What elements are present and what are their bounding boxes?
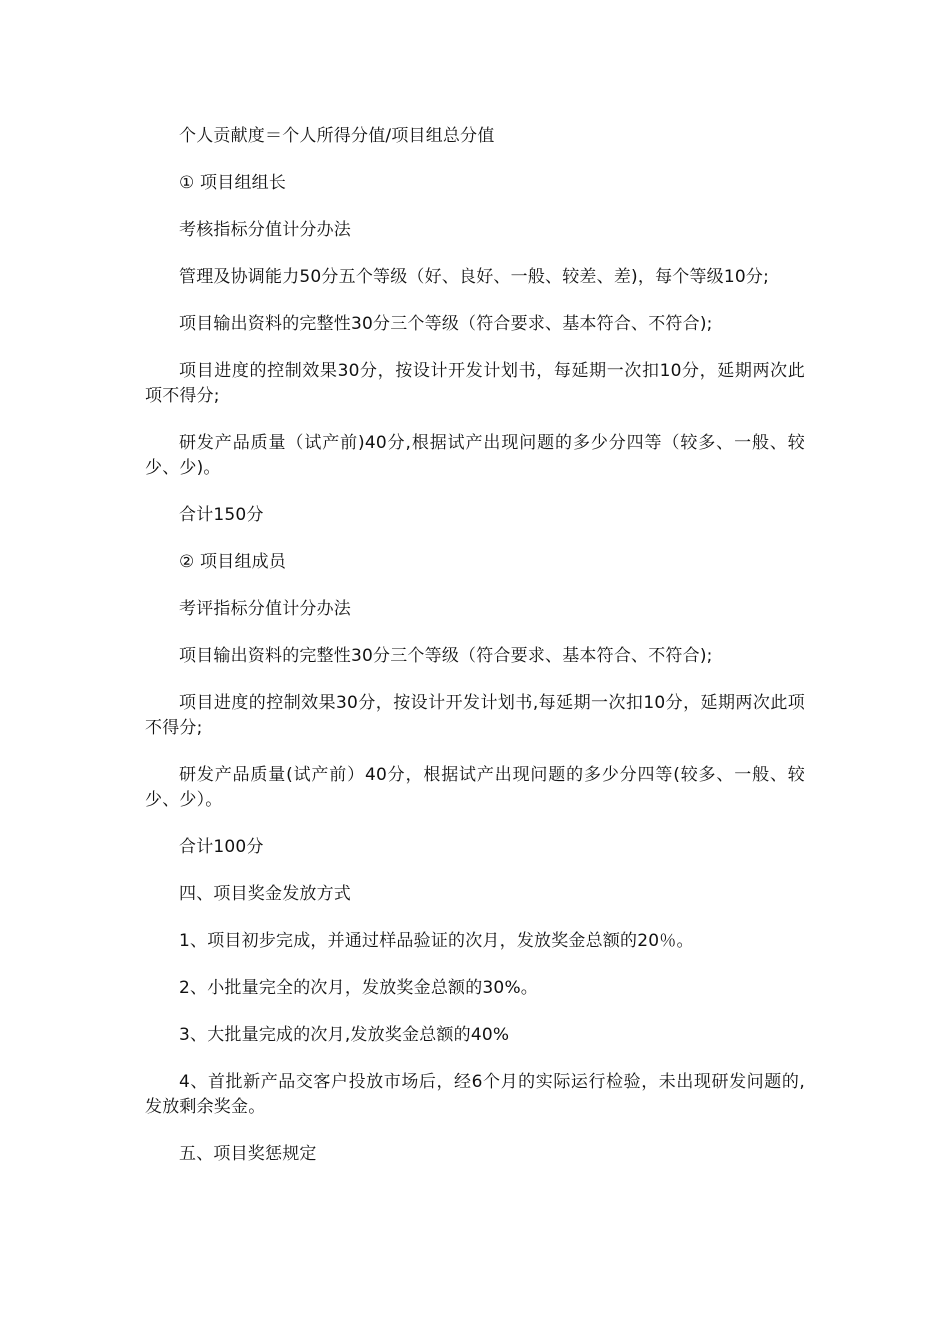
paragraph-team-leader-heading: ① 项目组组长 <box>179 173 287 193</box>
paragraph-member-schedule-control: 项目进度的控制效果30分，按设计开发计划书,每延期一次扣10分，延期两次此项不得分; <box>145 693 805 738</box>
paragraph-member-product-quality: 研发产品质量(试产前）40分，根据试产出现问题的多少分四等(较多、一般、较少、少）。 <box>145 765 805 810</box>
paragraph-bonus-step-3: 3、大批量完成的次月,发放奖金总额的40% <box>179 1025 510 1045</box>
paragraph-member-total: 合计100分 <box>179 837 264 857</box>
paragraph-team-member-heading: ② 项目组成员 <box>179 552 287 572</box>
paragraph-leader-product-quality: 研发产品质量（试产前)40分,根据试产出现问题的多少分四等（较多、一般、较少、少)。 <box>145 433 805 478</box>
paragraph-leader-output-completeness: 项目输出资料的完整性30分三个等级（符合要求、基本符合、不符合); <box>179 314 713 334</box>
section-heading-bonus-payment: 四、项目奖金发放方式 <box>179 884 351 904</box>
paragraph-bonus-step-2: 2、小批量完全的次月，发放奖金总额的30%。 <box>179 978 539 998</box>
paragraph-leader-total: 合计150分 <box>179 505 264 525</box>
paragraph-bonus-step-1: 1、项目初步完成，并通过样品验证的次月，发放奖金总额的20％。 <box>179 931 694 951</box>
paragraph-member-scoring-method: 考评指标分值计分办法 <box>179 599 351 619</box>
paragraph-bonus-step-4: 4、首批新产品交客户投放市场后，经6个月的实际运行检验，未出现研发问题的,发放剩余奖金。 <box>145 1072 805 1117</box>
paragraph-leader-schedule-control: 项目进度的控制效果30分，按设计开发计划书，每延期一次扣10分，延期两次此项不得分; <box>145 361 805 406</box>
paragraph-leader-management-ability: 管理及协调能力50分五个等级（好、良好、一般、较差、差)，每个等级10分; <box>179 267 770 287</box>
paragraph-member-output-completeness: 项目输出资料的完整性30分三个等级（符合要求、基本符合、不符合); <box>179 646 713 666</box>
section-heading-rewards-penalties: 五、项目奖惩规定 <box>179 1144 317 1164</box>
paragraph-leader-scoring-method: 考核指标分值计分办法 <box>179 220 351 240</box>
document-body <box>145 124 805 1189</box>
paragraph-contribution-formula: 个人贡献度＝个人所得分值/项目组总分值 <box>179 126 495 146</box>
